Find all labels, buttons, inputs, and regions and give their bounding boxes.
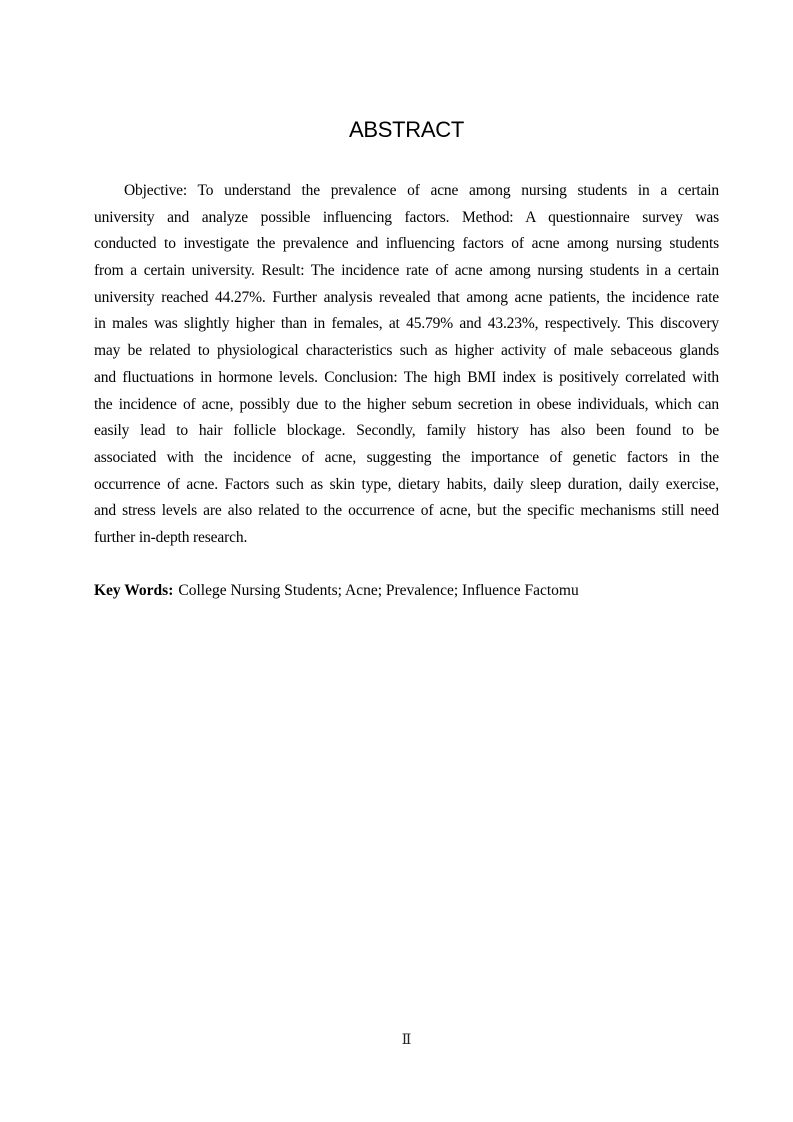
abstract-line: occurrence of acne. Factors such as skin type, dietary habits, daily sleep duration, daily exercise, [94,475,719,493]
keywords-row [94,578,719,605]
keywords-label: Key Words: [94,582,174,599]
abstract-line: further in-depth research. [94,528,248,546]
abstract-line: easily lead to hair follicle blockage. Secondly, family history has also been found to be [94,422,719,440]
abstract-line: in males was slightly higher than in females, at 45.79% and 43.23%, respectively. This discovery [94,315,719,333]
page-number: Ⅱ [401,1032,412,1048]
abstract-paragraph [94,178,719,552]
abstract-line: may be related to physiological characteristics such as higher activity of male sebaceous glands [94,342,719,360]
abstract-line: and stress levels are also related to the occurrence of acne, but the specific mechanisms still need [94,502,719,520]
keywords-value: College Nursing Students; Acne; Prevalence; Influence Factomu [178,582,579,599]
abstract-line: university and analyze possible influencing factors. Method: A questionnaire survey was [94,208,719,226]
abstract-line: associated with the incidence of acne, suggesting the importance of genetic factors in the [94,448,719,466]
abstract-line: conducted to investigate the prevalence and influencing factors of acne among nursing students [94,235,719,253]
abstract-line: from a certain university. Result: The incidence rate of acne among nursing students in a certain [94,262,719,280]
abstract-line: and fluctuations in hormone levels. Conclusion: The high BMI index is positively correlated with [94,368,719,386]
abstract-line: Objective: To understand the prevalence of acne among nursing students in a certain [124,182,719,199]
abstract-line: the incidence of acne, possibly due to the higher sebum secretion in obese individuals, which can [94,395,719,413]
abstract-line: university reached 44.27%. Further analysis revealed that among acne patients, the incidence rate [94,288,719,306]
abstract-title: ABSTRACT [349,117,464,142]
